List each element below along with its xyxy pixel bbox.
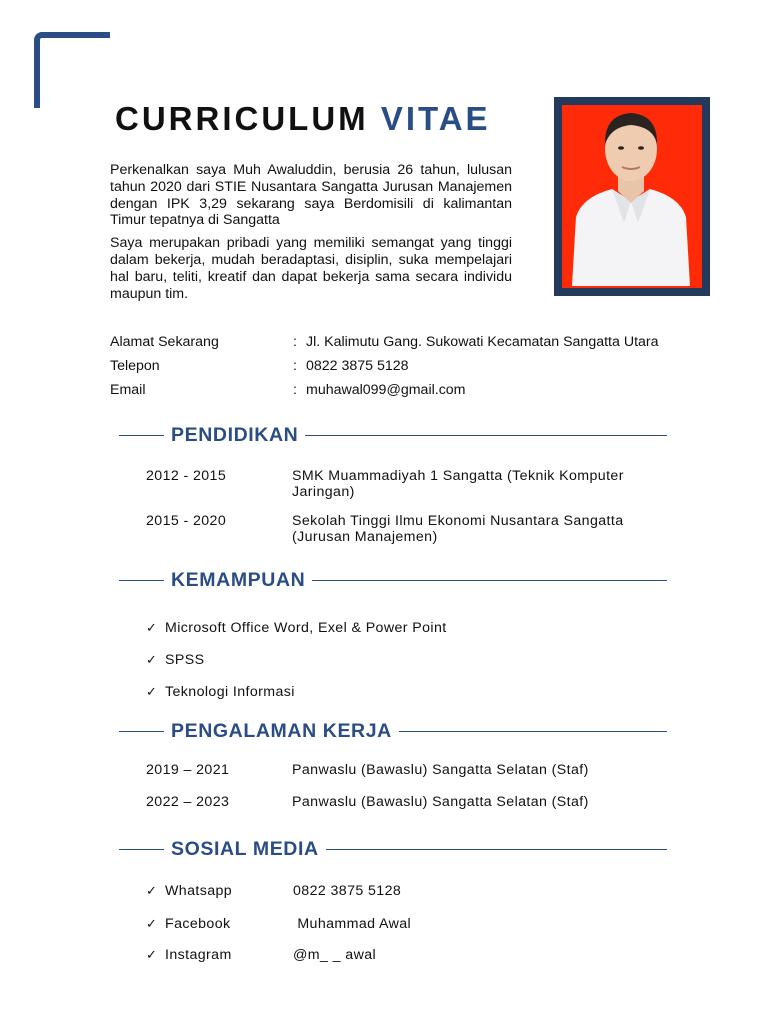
social-label: Instagram xyxy=(165,947,232,963)
experience-item xyxy=(146,762,652,794)
contact-row-address xyxy=(110,334,659,358)
education-school-line2: (Jurusan Manajemen) xyxy=(292,529,438,545)
contact-info xyxy=(110,334,659,406)
eye-right xyxy=(638,146,644,150)
experience-item xyxy=(146,794,652,826)
skill-item xyxy=(146,676,447,708)
contact-row-email xyxy=(110,382,659,406)
experience-text: Panwaslu (Bawaslu) Sangatta Selatan (Staf) xyxy=(292,762,589,778)
eye-left xyxy=(618,146,624,150)
skill-item xyxy=(146,644,447,676)
frame-corner-top-left xyxy=(34,32,110,108)
section-heading-experience xyxy=(119,719,667,743)
experience-years: 2019 – 2021 xyxy=(146,762,230,778)
heading-rule-left xyxy=(119,849,164,850)
checkmark-icon: ✓ xyxy=(146,882,158,898)
profile-photo-image xyxy=(562,105,702,288)
heading-rule-left xyxy=(119,580,164,581)
education-years: 2012 - 2015 xyxy=(146,468,227,484)
social-item-instagram xyxy=(146,940,411,970)
contact-label: Email xyxy=(110,382,146,398)
checkmark-icon: ✓ xyxy=(146,684,158,699)
skill-label: SPSS xyxy=(165,652,205,668)
section-title: KEMAMPUAN xyxy=(171,568,306,591)
education-school-line1: Sekolah Tinggi Ilmu Ekonomi Nusantara Sangatta xyxy=(292,513,624,529)
experience-years: 2022 – 2023 xyxy=(146,794,230,810)
checkmark-icon: ✓ xyxy=(146,947,158,962)
heading-rule-right xyxy=(305,435,667,436)
education-item xyxy=(146,468,652,500)
checkmark-icon: ✓ xyxy=(146,620,158,635)
section-title: SOSIAL MEDIA xyxy=(171,837,319,860)
contact-value: 0822 3875 5128 xyxy=(306,358,409,374)
skill-item xyxy=(146,612,447,644)
education-school-line1: SMK Muammadiyah 1 Sangatta (Teknik Komputer xyxy=(292,468,624,484)
contact-value: Jl. Kalimutu Gang. Sukowati Kecamatan Sangatta Utara xyxy=(306,334,659,350)
contact-colon: : xyxy=(293,334,297,350)
checkmark-icon: ✓ xyxy=(146,652,158,667)
intro-paragraph-1: Perkenalkan saya Muh Awaluddin, berusia 26 tahun, lulusan tahun 2020 dari STIE Nusantara Sangatta Jurusan Manajemen dengan IPK 3,29 sekarang saya Berdomisili di kalimantan Timur tepatnya di Sangatta xyxy=(110,162,512,229)
social-item-facebook xyxy=(146,907,411,940)
section-title: PENGALAMAN KERJA xyxy=(171,719,392,742)
education-years: 2015 - 2020 xyxy=(146,513,227,529)
heading-rule-right xyxy=(312,580,667,581)
skill-label: Teknologi Informasi xyxy=(165,684,295,700)
contact-colon: : xyxy=(293,358,297,374)
heading-rule-left xyxy=(119,731,164,732)
shirt-shape xyxy=(572,189,690,286)
heading-rule-left xyxy=(119,435,164,436)
social-list xyxy=(146,874,411,970)
contact-row-phone xyxy=(110,358,659,382)
section-heading-education xyxy=(119,423,667,447)
experience-text: Panwaslu (Bawaslu) Sangatta Selatan (Staf) xyxy=(292,794,589,810)
section-heading-social xyxy=(119,837,667,861)
heading-rule-right xyxy=(326,849,667,850)
contact-label: Alamat Sekarang xyxy=(110,334,219,350)
skill-label: Microsoft Office Word, Exel & Power Point xyxy=(165,620,447,636)
contact-value: muhawal099@gmail.com xyxy=(306,382,466,398)
skills-list xyxy=(146,612,447,708)
intro-text xyxy=(110,162,512,308)
page-title xyxy=(115,100,491,138)
person-portrait-icon xyxy=(562,105,700,286)
social-label: Whatsapp xyxy=(165,882,233,899)
section-heading-skills xyxy=(119,568,667,592)
social-value: 0822 3875 5128 xyxy=(293,882,402,899)
section-title: PENDIDIKAN xyxy=(171,423,299,446)
education-list xyxy=(146,468,652,545)
education-school xyxy=(292,513,652,545)
experience-list xyxy=(146,762,652,826)
social-value: Muhammad Awal xyxy=(293,915,412,932)
social-item-whatsapp xyxy=(146,874,411,907)
checkmark-icon: ✓ xyxy=(146,915,158,931)
contact-label: Telepon xyxy=(110,358,160,374)
profile-photo xyxy=(554,97,710,296)
social-label: Facebook xyxy=(165,915,231,932)
education-school xyxy=(292,468,652,500)
contact-colon: : xyxy=(293,382,297,398)
heading-rule-right xyxy=(399,731,667,732)
title-part-curriculum: CURRICULUM xyxy=(115,100,369,137)
title-part-vitae: VITAE xyxy=(380,100,491,137)
education-item xyxy=(146,513,652,545)
social-value: @m_ _ awal xyxy=(293,947,377,963)
intro-paragraph-2: Saya merupakan pribadi yang memiliki semangat yang tinggi dalam bekerja, mudah beradaptasi, disiplin, suka mempelajari hal baru, teliti, kreatif dan dapat bekerja sama secara individu maupun tim. xyxy=(110,235,512,302)
education-school-line2: Jaringan) xyxy=(292,484,355,500)
